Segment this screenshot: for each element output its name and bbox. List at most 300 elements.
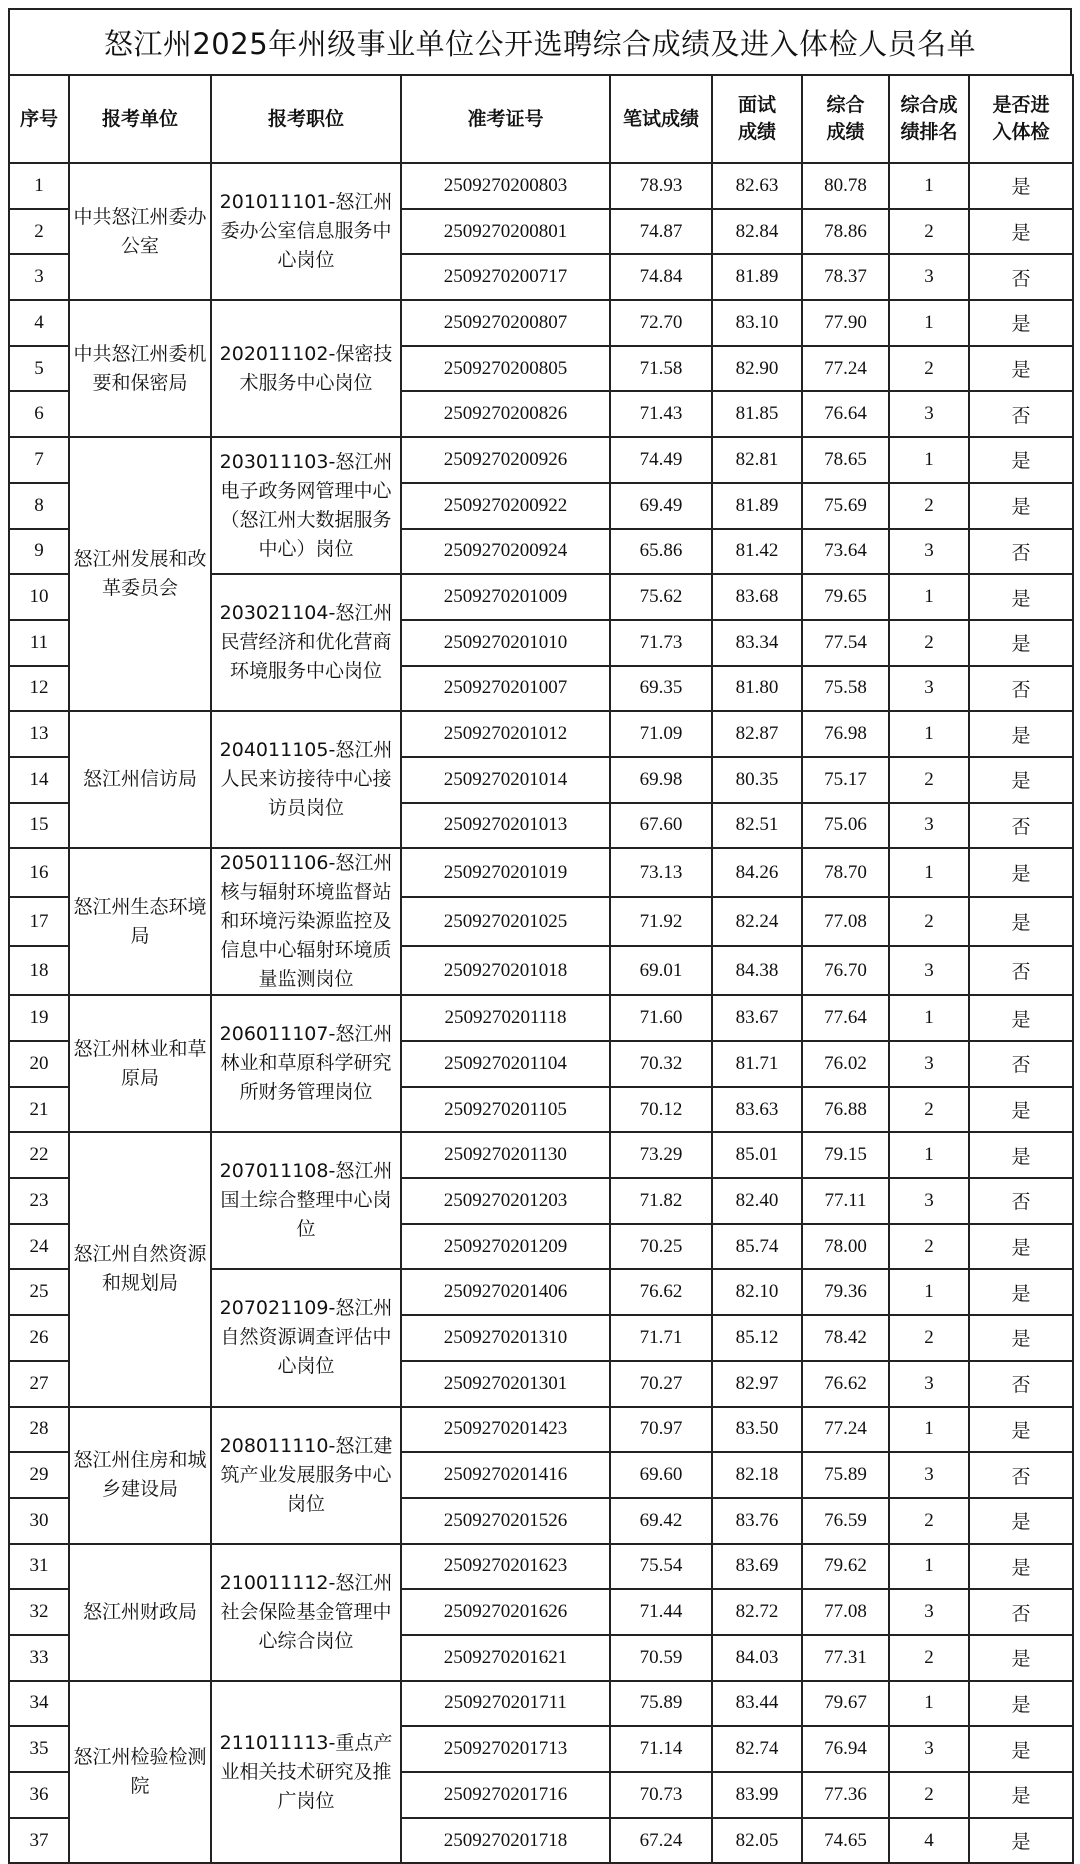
- total-rank: 1: [889, 300, 969, 346]
- total-score: 76.02: [802, 1041, 889, 1087]
- row-number: 22: [9, 1132, 69, 1178]
- ticket-number: 2509270201406: [401, 1269, 610, 1315]
- total-rank: 2: [889, 1772, 969, 1818]
- medical-exam-status: 是: [969, 1772, 1073, 1818]
- interview-score: 82.18: [712, 1452, 802, 1498]
- row-number: 10: [9, 574, 69, 620]
- total-score: 78.70: [802, 848, 889, 897]
- total-score: 77.54: [802, 620, 889, 666]
- ticket-number: 2509270200717: [401, 254, 610, 300]
- ticket-number: 2509270201025: [401, 897, 610, 946]
- total-rank: 1: [889, 1544, 969, 1590]
- total-score: 77.31: [802, 1635, 889, 1681]
- written-score: 69.98: [610, 757, 712, 803]
- interview-score: 83.50: [712, 1407, 802, 1453]
- medical-exam-status: 是: [969, 1498, 1073, 1544]
- medical-exam-status: 是: [969, 574, 1073, 620]
- written-score: 70.25: [610, 1224, 712, 1270]
- written-score: 70.27: [610, 1361, 712, 1407]
- medical-exam-status: 是: [969, 1635, 1073, 1681]
- ticket-number: 2509270201010: [401, 620, 610, 666]
- ticket-number: 2509270201718: [401, 1818, 610, 1864]
- row-number: 20: [9, 1041, 69, 1087]
- post-cell: 207021109-怒江州自然资源调查评估中心岗位: [211, 1269, 401, 1406]
- total-score: 76.70: [802, 946, 889, 995]
- row-number: 8: [9, 483, 69, 529]
- written-score: 75.54: [610, 1544, 712, 1590]
- written-score: 72.70: [610, 300, 712, 346]
- ticket-number: 2509270200803: [401, 163, 610, 209]
- total-rank: 3: [889, 1726, 969, 1772]
- medical-exam-status: 是: [969, 483, 1073, 529]
- ticket-number: 2509270200807: [401, 300, 610, 346]
- written-score: 73.29: [610, 1132, 712, 1178]
- header-cell: 笔试成绩: [610, 75, 712, 163]
- total-score: 77.64: [802, 995, 889, 1041]
- written-score: 67.60: [610, 803, 712, 849]
- post-cell: 203011103-怒江州电子政务网管理中心（怒江州大数据服务中心）岗位: [211, 437, 401, 574]
- medical-exam-status: 是: [969, 346, 1073, 392]
- total-score: 74.65: [802, 1818, 889, 1864]
- unit-cell: 怒江州检验检测院: [69, 1681, 211, 1864]
- medical-exam-status: 是: [969, 620, 1073, 666]
- table-row: [9, 1681, 1073, 1727]
- header-cell: 序号: [9, 75, 69, 163]
- total-score: 78.00: [802, 1224, 889, 1270]
- written-score: 65.86: [610, 529, 712, 575]
- interview-score: 85.12: [712, 1315, 802, 1361]
- total-rank: 2: [889, 897, 969, 946]
- medical-exam-status: 是: [969, 1726, 1073, 1772]
- total-score: 78.65: [802, 437, 889, 483]
- total-score: 77.36: [802, 1772, 889, 1818]
- post-cell: 204011105-怒江州人民来访接待中心接访员岗位: [211, 711, 401, 848]
- total-score: 76.59: [802, 1498, 889, 1544]
- table-row: [9, 711, 1073, 757]
- ticket-number: 2509270200926: [401, 437, 610, 483]
- unit-cell: 怒江州发展和改革委员会: [69, 437, 211, 711]
- total-score: 79.36: [802, 1269, 889, 1315]
- medical-exam-status: 是: [969, 163, 1073, 209]
- table-row: [9, 1544, 1073, 1590]
- interview-score: 81.89: [712, 483, 802, 529]
- medical-exam-status: 是: [969, 1544, 1073, 1590]
- interview-score: 82.90: [712, 346, 802, 392]
- total-score: 79.15: [802, 1132, 889, 1178]
- total-rank: 1: [889, 163, 969, 209]
- total-score: 78.37: [802, 254, 889, 300]
- total-rank: 3: [889, 1452, 969, 1498]
- written-score: 71.92: [610, 897, 712, 946]
- unit-cell: 怒江州财政局: [69, 1544, 211, 1681]
- row-number: 15: [9, 803, 69, 849]
- row-number: 11: [9, 620, 69, 666]
- ticket-number: 2509270201711: [401, 1681, 610, 1727]
- written-score: 69.60: [610, 1452, 712, 1498]
- medical-exam-status: 是: [969, 757, 1073, 803]
- row-number: 35: [9, 1726, 69, 1772]
- total-score: 80.78: [802, 163, 889, 209]
- ticket-number: 2509270201104: [401, 1041, 610, 1087]
- written-score: 71.14: [610, 1726, 712, 1772]
- total-rank: 3: [889, 803, 969, 849]
- ticket-number: 2509270200922: [401, 483, 610, 529]
- medical-exam-status: 是: [969, 1315, 1073, 1361]
- medical-exam-status: 是: [969, 300, 1073, 346]
- medical-exam-status: 是: [969, 1269, 1073, 1315]
- interview-score: 83.68: [712, 574, 802, 620]
- total-rank: 1: [889, 1407, 969, 1453]
- interview-score: 81.89: [712, 254, 802, 300]
- total-score: 77.24: [802, 346, 889, 392]
- total-rank: 1: [889, 1269, 969, 1315]
- unit-cell: 中共怒江州委机要和保密局: [69, 300, 211, 437]
- interview-score: 81.80: [712, 666, 802, 712]
- interview-score: 83.69: [712, 1544, 802, 1590]
- ticket-number: 2509270201416: [401, 1452, 610, 1498]
- written-score: 71.60: [610, 995, 712, 1041]
- ticket-number: 2509270201621: [401, 1635, 610, 1681]
- table-row: [9, 300, 1073, 346]
- ticket-number: 2509270200826: [401, 391, 610, 437]
- interview-score: 81.71: [712, 1041, 802, 1087]
- total-rank: 1: [889, 995, 969, 1041]
- unit-cell: 怒江州林业和草原局: [69, 995, 211, 1132]
- total-rank: 1: [889, 1132, 969, 1178]
- written-score: 70.32: [610, 1041, 712, 1087]
- total-rank: 3: [889, 529, 969, 575]
- total-rank: 4: [889, 1818, 969, 1864]
- row-number: 29: [9, 1452, 69, 1498]
- post-cell: 203021104-怒江州民营经济和优化营商环境服务中心岗位: [211, 574, 401, 711]
- written-score: 71.73: [610, 620, 712, 666]
- written-score: 71.44: [610, 1589, 712, 1635]
- interview-score: 83.99: [712, 1772, 802, 1818]
- row-number: 23: [9, 1178, 69, 1224]
- total-score: 79.62: [802, 1544, 889, 1590]
- post-cell: 207011108-怒江州国土综合整理中心岗位: [211, 1132, 401, 1269]
- written-score: 71.58: [610, 346, 712, 392]
- medical-exam-status: 是: [969, 1407, 1073, 1453]
- total-rank: 1: [889, 574, 969, 620]
- total-rank: 3: [889, 391, 969, 437]
- interview-score: 83.34: [712, 620, 802, 666]
- row-number: 36: [9, 1772, 69, 1818]
- total-rank: 3: [889, 1178, 969, 1224]
- total-score: 76.94: [802, 1726, 889, 1772]
- total-rank: 3: [889, 666, 969, 712]
- written-score: 76.62: [610, 1269, 712, 1315]
- interview-score: 82.63: [712, 163, 802, 209]
- header-cell: 报考单位: [69, 75, 211, 163]
- written-score: 69.35: [610, 666, 712, 712]
- total-rank: 3: [889, 1041, 969, 1087]
- ticket-number: 2509270201203: [401, 1178, 610, 1224]
- written-score: 69.01: [610, 946, 712, 995]
- interview-score: 82.84: [712, 209, 802, 255]
- written-score: 75.62: [610, 574, 712, 620]
- written-score: 73.13: [610, 848, 712, 897]
- medical-exam-status: 是: [969, 209, 1073, 255]
- row-number: 16: [9, 848, 69, 897]
- row-number: 28: [9, 1407, 69, 1453]
- row-number: 24: [9, 1224, 69, 1270]
- post-cell: 202011102-保密技术服务中心岗位: [211, 300, 401, 437]
- ticket-number: 2509270201018: [401, 946, 610, 995]
- interview-score: 82.40: [712, 1178, 802, 1224]
- post-cell: 206011107-怒江州林业和草原科学研究所财务管理岗位: [211, 995, 401, 1132]
- post-cell: 210011112-怒江州社会保险基金管理中心综合岗位: [211, 1544, 401, 1681]
- table-body: [9, 163, 1073, 1863]
- interview-score: 82.74: [712, 1726, 802, 1772]
- written-score: 74.84: [610, 254, 712, 300]
- total-rank: 2: [889, 1224, 969, 1270]
- unit-cell: 中共怒江州委办公室: [69, 163, 211, 300]
- header-cell: 综合成绩排名: [889, 75, 969, 163]
- written-score: 75.89: [610, 1681, 712, 1727]
- ticket-number: 2509270201623: [401, 1544, 610, 1590]
- ticket-number: 2509270201209: [401, 1224, 610, 1270]
- total-score: 77.08: [802, 1589, 889, 1635]
- written-score: 70.97: [610, 1407, 712, 1453]
- row-number: 19: [9, 995, 69, 1041]
- ticket-number: 2509270201007: [401, 666, 610, 712]
- row-number: 2: [9, 209, 69, 255]
- total-score: 77.24: [802, 1407, 889, 1453]
- medical-exam-status: 是: [969, 848, 1073, 897]
- total-score: 76.88: [802, 1087, 889, 1133]
- written-score: 70.59: [610, 1635, 712, 1681]
- table-row: [9, 848, 1073, 897]
- post-cell: 205011106-怒江州核与辐射环境监督站和环境污染源监控及信息中心辐射环境质量监测岗位: [211, 848, 401, 995]
- row-number: 34: [9, 1681, 69, 1727]
- total-score: 77.08: [802, 897, 889, 946]
- interview-score: 85.01: [712, 1132, 802, 1178]
- total-rank: 1: [889, 848, 969, 897]
- medical-exam-status: 是: [969, 1818, 1073, 1864]
- medical-exam-status: 否: [969, 666, 1073, 712]
- table-row: [9, 437, 1073, 483]
- medical-exam-status: 是: [969, 437, 1073, 483]
- total-score: 75.06: [802, 803, 889, 849]
- interview-score: 82.24: [712, 897, 802, 946]
- interview-score: 81.85: [712, 391, 802, 437]
- row-number: 27: [9, 1361, 69, 1407]
- written-score: 71.43: [610, 391, 712, 437]
- row-number: 17: [9, 897, 69, 946]
- interview-score: 82.87: [712, 711, 802, 757]
- written-score: 70.12: [610, 1087, 712, 1133]
- total-score: 76.98: [802, 711, 889, 757]
- ticket-number: 2509270201301: [401, 1361, 610, 1407]
- results-table: [8, 74, 1074, 1864]
- ticket-number: 2509270200805: [401, 346, 610, 392]
- ticket-number: 2509270201009: [401, 574, 610, 620]
- written-score: 70.73: [610, 1772, 712, 1818]
- ticket-number: 2509270201423: [401, 1407, 610, 1453]
- table-row: [9, 995, 1073, 1041]
- total-rank: 2: [889, 1498, 969, 1544]
- interview-score: 82.05: [712, 1818, 802, 1864]
- total-rank: 3: [889, 1589, 969, 1635]
- total-rank: 2: [889, 620, 969, 666]
- row-number: 14: [9, 757, 69, 803]
- medical-exam-status: 是: [969, 995, 1073, 1041]
- header-cell: 是否进入体检: [969, 75, 1073, 163]
- interview-score: 83.10: [712, 300, 802, 346]
- row-number: 12: [9, 666, 69, 712]
- written-score: 71.82: [610, 1178, 712, 1224]
- total-rank: 2: [889, 483, 969, 529]
- total-rank: 2: [889, 209, 969, 255]
- post-cell: 208011110-怒江建筑产业发展服务中心岗位: [211, 1407, 401, 1544]
- medical-exam-status: 否: [969, 254, 1073, 300]
- interview-score: 83.44: [712, 1681, 802, 1727]
- written-score: 74.49: [610, 437, 712, 483]
- medical-exam-status: 否: [969, 529, 1073, 575]
- ticket-number: 2509270200801: [401, 209, 610, 255]
- medical-exam-status: 否: [969, 1589, 1073, 1635]
- total-score: 77.11: [802, 1178, 889, 1224]
- unit-cell: 怒江州生态环境局: [69, 848, 211, 995]
- interview-score: 82.72: [712, 1589, 802, 1635]
- interview-score: 83.76: [712, 1498, 802, 1544]
- interview-score: 82.97: [712, 1361, 802, 1407]
- total-score: 75.69: [802, 483, 889, 529]
- post-cell: 211011113-重点产业相关技术研究及推广岗位: [211, 1681, 401, 1864]
- row-number: 33: [9, 1635, 69, 1681]
- medical-exam-status: 否: [969, 1041, 1073, 1087]
- medical-exam-status: 否: [969, 803, 1073, 849]
- total-rank: 2: [889, 1087, 969, 1133]
- ticket-number: 2509270201626: [401, 1589, 610, 1635]
- ticket-number: 2509270201012: [401, 711, 610, 757]
- ticket-number: 2509270201105: [401, 1087, 610, 1133]
- total-rank: 1: [889, 711, 969, 757]
- total-score: 76.62: [802, 1361, 889, 1407]
- written-score: 69.42: [610, 1498, 712, 1544]
- written-score: 67.24: [610, 1818, 712, 1864]
- interview-score: 81.42: [712, 529, 802, 575]
- row-number: 25: [9, 1269, 69, 1315]
- table-row: [9, 163, 1073, 209]
- total-rank: 2: [889, 757, 969, 803]
- ticket-number: 2509270201013: [401, 803, 610, 849]
- ticket-number: 2509270201014: [401, 757, 610, 803]
- interview-score: 83.67: [712, 995, 802, 1041]
- table-row: [9, 1407, 1073, 1453]
- ticket-number: 2509270201019: [401, 848, 610, 897]
- row-number: 30: [9, 1498, 69, 1544]
- total-rank: 2: [889, 1635, 969, 1681]
- medical-exam-status: 是: [969, 1087, 1073, 1133]
- row-number: 31: [9, 1544, 69, 1590]
- row-number: 5: [9, 346, 69, 392]
- row-number: 37: [9, 1818, 69, 1864]
- interview-score: 84.38: [712, 946, 802, 995]
- medical-exam-status: 否: [969, 1452, 1073, 1498]
- total-score: 78.42: [802, 1315, 889, 1361]
- ticket-number: 2509270201130: [401, 1132, 610, 1178]
- total-rank: 2: [889, 346, 969, 392]
- medical-exam-status: 是: [969, 1681, 1073, 1727]
- total-rank: 3: [889, 1361, 969, 1407]
- medical-exam-status: 否: [969, 1178, 1073, 1224]
- row-number: 4: [9, 300, 69, 346]
- medical-exam-status: 是: [969, 711, 1073, 757]
- total-rank: 3: [889, 946, 969, 995]
- total-score: 75.17: [802, 757, 889, 803]
- ticket-number: 2509270201716: [401, 1772, 610, 1818]
- total-rank: 3: [889, 254, 969, 300]
- medical-exam-status: 是: [969, 1224, 1073, 1270]
- unit-cell: 怒江州自然资源和规划局: [69, 1132, 211, 1406]
- written-score: 71.71: [610, 1315, 712, 1361]
- row-number: 6: [9, 391, 69, 437]
- ticket-number: 2509270201310: [401, 1315, 610, 1361]
- header-cell: 报考职位: [211, 75, 401, 163]
- written-score: 78.93: [610, 163, 712, 209]
- ticket-number: 2509270201118: [401, 995, 610, 1041]
- total-score: 75.58: [802, 666, 889, 712]
- interview-score: 82.51: [712, 803, 802, 849]
- interview-score: 85.74: [712, 1224, 802, 1270]
- row-number: 26: [9, 1315, 69, 1361]
- written-score: 71.09: [610, 711, 712, 757]
- row-number: 7: [9, 437, 69, 483]
- ticket-number: 2509270201526: [401, 1498, 610, 1544]
- ticket-number: 2509270200924: [401, 529, 610, 575]
- medical-exam-status: 否: [969, 946, 1073, 995]
- written-score: 69.49: [610, 483, 712, 529]
- medical-exam-status: 否: [969, 1361, 1073, 1407]
- header-cell: 准考证号: [401, 75, 610, 163]
- row-number: 1: [9, 163, 69, 209]
- row-number: 13: [9, 711, 69, 757]
- header-row: [9, 75, 1073, 163]
- written-score: 74.87: [610, 209, 712, 255]
- total-rank: 1: [889, 437, 969, 483]
- medical-exam-status: 是: [969, 1132, 1073, 1178]
- total-score: 78.86: [802, 209, 889, 255]
- row-number: 18: [9, 946, 69, 995]
- row-number: 3: [9, 254, 69, 300]
- interview-score: 82.10: [712, 1269, 802, 1315]
- total-score: 76.64: [802, 391, 889, 437]
- row-number: 21: [9, 1087, 69, 1133]
- total-score: 77.90: [802, 300, 889, 346]
- total-rank: 1: [889, 1681, 969, 1727]
- row-number: 32: [9, 1589, 69, 1635]
- interview-score: 84.26: [712, 848, 802, 897]
- medical-exam-status: 是: [969, 897, 1073, 946]
- total-score: 73.64: [802, 529, 889, 575]
- interview-score: 82.81: [712, 437, 802, 483]
- unit-cell: 怒江州住房和城乡建设局: [69, 1407, 211, 1544]
- interview-score: 84.03: [712, 1635, 802, 1681]
- unit-cell: 怒江州信访局: [69, 711, 211, 848]
- interview-score: 80.35: [712, 757, 802, 803]
- header-cell: 综合成绩: [802, 75, 889, 163]
- header-cell: 面试成绩: [712, 75, 802, 163]
- table-row: [9, 1132, 1073, 1178]
- post-cell: 201011101-怒江州委办公室信息服务中心岗位: [211, 163, 401, 300]
- interview-score: 83.63: [712, 1087, 802, 1133]
- total-score: 79.65: [802, 574, 889, 620]
- total-score: 79.67: [802, 1681, 889, 1727]
- total-score: 75.89: [802, 1452, 889, 1498]
- medical-exam-status: 否: [969, 391, 1073, 437]
